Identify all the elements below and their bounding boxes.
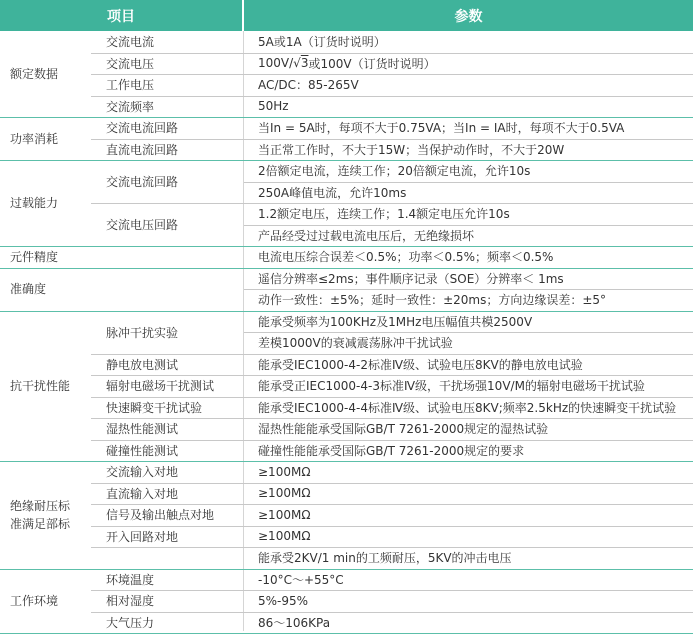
row-item-label: 快速瞬变干扰试验 [106, 400, 203, 415]
category-text: 准确度 [10, 282, 47, 296]
row-item-label: 直流电流回路 [106, 142, 179, 157]
row-value: 能承受正IEC1000-4-3标准Ⅳ级，干扰场强10V/M的辐射电磁场干扰试验 [258, 379, 645, 394]
row-item-label: 信号及输出触点对地 [106, 508, 215, 523]
header-param: 参数 [454, 8, 483, 25]
row-value: 50Hz [258, 99, 289, 114]
row-value: 能承受2KV/1 min的工频耐压，5KV的冲击电压 [258, 551, 512, 566]
row-value: ≥100MΩ [258, 529, 311, 544]
row-item-label: 环境温度 [106, 572, 155, 587]
row-value: 250A峰值电流，允许10ms [258, 185, 407, 200]
row-value: 能承受频率为100KHz及1MHz电压幅值共模2500V [258, 314, 533, 329]
category-text: 过载能力 [10, 196, 59, 210]
row-value: 5A或1A（订货时说明） [258, 35, 386, 50]
header-item-cell [0, 0, 242, 31]
row-divider [91, 526, 693, 527]
row-item-label: 交流电流 [106, 35, 155, 50]
row-value: 1.2额定电压，连续工作；1.4额定电压允许10s [258, 207, 510, 222]
row-value: 产品经受过过载电流电压后，无绝缘损坏 [258, 228, 475, 243]
category-label [10, 268, 90, 311]
row-item-label: 大气压力 [106, 615, 155, 630]
row-value: 动作一致性：±5%；延时一致性：±20ms；方向边缘误差：±5° [258, 293, 607, 308]
row-value: 100V/√ 3 或100V（订货时说明） [258, 56, 436, 71]
row-item-label: 交流电压回路 [106, 218, 179, 232]
row-value: 5%-95% [258, 593, 309, 608]
row-value: 当正常工作时，不大于15W；当保护动作时，不大于20W [258, 142, 565, 157]
category-text: 工作环境 [10, 593, 59, 608]
row-value: AC/DC：85-265V [258, 78, 359, 93]
row-item-label: 脉冲干扰实验 [106, 325, 179, 340]
row-item-label: 交流电流回路 [106, 121, 179, 136]
row-value: 能承受IEC1000-4-4标准Ⅳ级、试验电压8KV;频率2.5kHz的快速瞬变干扰试验 [258, 400, 677, 415]
category-text: 额定数据 [10, 67, 59, 81]
row-item-label: 开入回路对地 [106, 529, 179, 544]
category-text: 功率消耗 [10, 131, 59, 146]
row-divider [91, 96, 693, 97]
row-value: ≥100MΩ [258, 486, 311, 501]
category-label [10, 117, 90, 160]
group-divider [0, 461, 693, 462]
category-text: 元件精度 [10, 249, 59, 264]
row-value: 能承受IEC1000-4-2标准Ⅳ级、试验电压8KV的静电放电试验 [258, 357, 583, 372]
row-item-label: 直流输入对地 [106, 486, 179, 501]
row-divider [91, 590, 693, 591]
row-item-label: 工作电压 [106, 78, 155, 93]
header-param-cell [244, 0, 693, 31]
row-item-label: 相对湿度 [106, 594, 155, 609]
row-item-label: 辐射电磁场干扰测试 [106, 379, 215, 394]
row-value: 86～106KPa [258, 615, 331, 630]
row-value: ≥100MΩ [258, 464, 311, 479]
row-divider [91, 612, 693, 613]
category-label [10, 31, 90, 117]
category-label [10, 246, 90, 268]
row-value: 湿热性能能承受国际GB/T 7261-2000规定的湿热试验 [258, 422, 549, 437]
row-value: 差模1000V的衰减震荡脉冲干扰试验 [258, 336, 453, 351]
category-text: 抗干扰性能 [10, 378, 71, 393]
row-value: 碰撞性能能承受国际GB/T 7261-2000规定的要求 [258, 443, 525, 458]
category-label [10, 569, 90, 634]
row-value: 当In = 5A时，每项不大于0.75VA；当In = IA时，每项不大于0.5VA [258, 121, 625, 136]
row-item-label: 交流频率 [106, 99, 155, 114]
row-item-label: 静电放电测试 [106, 357, 179, 372]
row-divider [91, 483, 693, 484]
category-text: 绝缘耐压标 准满足部标 [10, 498, 71, 531]
category-label [10, 461, 90, 569]
row-value: -10°C～+55°C [258, 572, 344, 587]
row-item-label: 交流输入对地 [106, 465, 179, 480]
header-item: 项目 [107, 8, 135, 25]
row-value: 遥信分辨率≤2ms；事件顺序记录（SOE）分辨率＜ 1ms [258, 271, 564, 286]
row-item-label: 交流电流回路 [106, 175, 179, 189]
row-item-label: 交流电压 [106, 56, 155, 71]
row-item-label: 湿热性能测试 [106, 422, 179, 437]
category-label [10, 160, 90, 246]
row-item-label: 碰撞性能测试 [106, 443, 179, 458]
row-value: 2倍额定电流，连续工作；20倍额定电流，允许10s [258, 164, 531, 179]
row-value: ≥100MΩ [258, 507, 311, 522]
group-divider [0, 569, 693, 570]
row-value: 电流电压综合误差＜0.5%；功率＜0.5%；频率＜0.5% [258, 250, 554, 265]
category-label [10, 311, 90, 462]
column-separator [243, 31, 244, 631]
row-divider [91, 74, 693, 75]
